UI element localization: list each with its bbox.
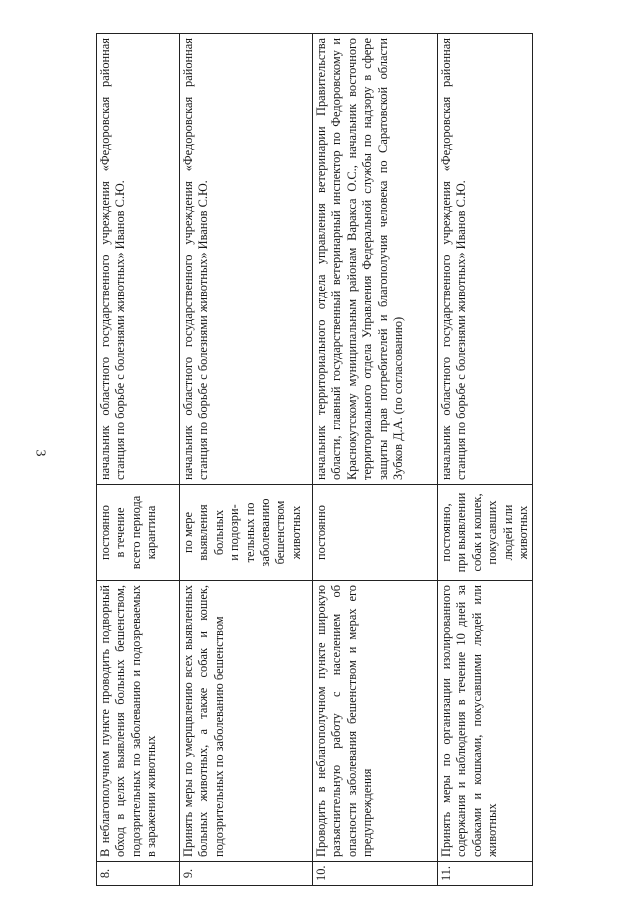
term-line: покусавших bbox=[485, 500, 500, 565]
table-row bbox=[313, 34, 438, 886]
term-cell bbox=[97, 485, 180, 581]
table-row bbox=[438, 34, 533, 886]
measure-text: Принять меры по организации изолированного содержания и наблюдения в течение 10 дней за собаками и кошками, покусавшими людей или животных bbox=[438, 581, 533, 862]
term-line: людей или bbox=[500, 504, 515, 561]
table-row bbox=[97, 34, 180, 886]
term-line: карантина bbox=[144, 505, 159, 560]
row-number: 10. bbox=[313, 862, 438, 886]
row-number: 11. bbox=[438, 862, 533, 886]
term-line: постоянно, bbox=[439, 503, 453, 562]
term-cell bbox=[180, 485, 313, 581]
responsible-text: начальник территориального отдела управления ветеринарии Правительства области, главный государственный ветеринарный инспектор по Федоровскому и Краснокутскому муниципальным районам Варакса О.С., начальник восточного территориального отдела Управления Федеральной службы по надзору в сфере защиты прав потребителей и благополучия человека по Саратовской области Зубков Д.А. (по согласованию) bbox=[313, 34, 438, 485]
measure-text: В неблагополучном пункте проводить подворный обход в целях выявления больных бешенством, подозрительных по заболеванию и подозреваемых в заражении животных bbox=[97, 581, 180, 862]
table-row bbox=[180, 34, 313, 886]
term-cell bbox=[438, 485, 533, 581]
term-line: больных bbox=[211, 509, 226, 556]
measure-text: Принять меры по умерщвлению всех выявленных больных животных, а также собак и кошек, подозрительных по заболеванию бешенством bbox=[180, 581, 313, 862]
term-line: постоянно bbox=[98, 505, 112, 561]
term-line: тельных по bbox=[242, 502, 257, 563]
responsible-text: начальник областного государственного учреждения «Федоровская районная станция по борьбе с болезнями животных» Иванов С.Ю. bbox=[438, 34, 533, 485]
measures-table bbox=[96, 33, 533, 886]
term-cell bbox=[313, 485, 438, 581]
page-number: 3 bbox=[32, 449, 48, 457]
responsible-text: начальник областного государственного учреждения «Федоровская районная станция по борьбе с болезнями животных» Иванов С.Ю. bbox=[180, 34, 313, 485]
row-number: 9. bbox=[180, 862, 313, 886]
term-line: животных bbox=[288, 505, 303, 560]
rotated-table-container bbox=[96, 34, 531, 886]
term-line: выявления bbox=[196, 504, 211, 561]
row-number: 8. bbox=[97, 862, 180, 886]
term-line: бешенством bbox=[273, 500, 288, 565]
term-line: по мере bbox=[181, 512, 195, 553]
responsible-text: начальник областного государственного учреждения «Федоровская районная станция по борьбе с болезнями животных» Иванов С.Ю. bbox=[97, 34, 180, 485]
term-line: заболеванию bbox=[258, 498, 273, 567]
term-line: при выявлении bbox=[454, 492, 469, 573]
term-line: и подозри- bbox=[227, 504, 242, 561]
term-line: всего периода bbox=[128, 495, 143, 570]
measure-text: Проводить в неблагополучном пункте широкую разъяснительную работу с населением об опасности заболевания бешенством и мерах его предупреждения bbox=[313, 581, 438, 862]
term-line: животных bbox=[516, 505, 531, 560]
term-line: постоянно bbox=[314, 505, 328, 561]
term-line: собак и кошек, bbox=[469, 493, 484, 572]
term-line: в течение bbox=[113, 507, 128, 558]
